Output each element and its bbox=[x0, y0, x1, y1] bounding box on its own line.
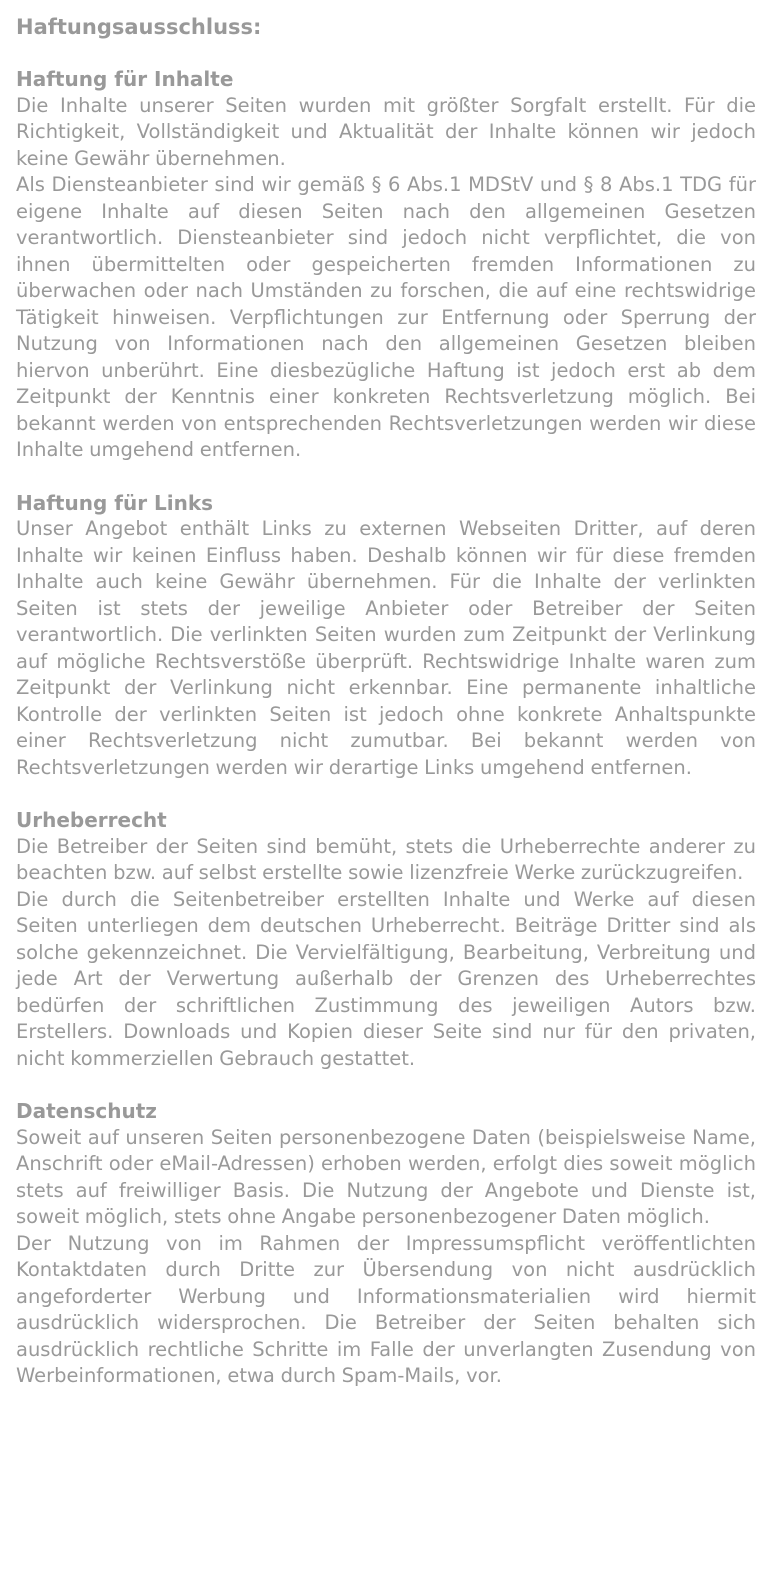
paragraph: Die Betreiber der Seiten sind bemüht, stets die Urheberrechte anderer zu beachten bzw. auf selbst erstellte sowie lizenzfreie Werke zurückzugreifen. bbox=[16, 834, 756, 884]
section-heading: Datenschutz bbox=[16, 1099, 157, 1123]
section-haftung-inhalte bbox=[16, 66, 756, 464]
section-heading: Urheberrecht bbox=[16, 808, 167, 832]
paragraph: Der Nutzung von im Rahmen der Impressumspflicht veröffentlichten Kontaktdaten durch Dritte zur Übersendung von nicht ausdrücklich angeforderter Werbung und Informationsmaterialien wird hiermit ausdrücklich widersprochen. Die Betreiber der Seiten behalten sich ausdrücklich rechtliche Schritte im Falle der unverlangten Zusendung von Werbeinformationen, etwa durch Spam-Mails, vor. bbox=[16, 1231, 756, 1387]
page-title: Haftungsausschluss: bbox=[16, 15, 262, 39]
paragraph: Soweit auf unseren Seiten personenbezogene Daten (beispielsweise Name, Anschrift oder eMail-Adressen) erhoben werden, erfolgt dies soweit möglich stets auf freiwilliger Basis. Die Nutzung der Angebote und Dienste ist, soweit möglich, stets ohne Angabe personenbezogener Daten möglich. bbox=[16, 1125, 756, 1228]
section-heading: Haftung für Inhalte bbox=[16, 67, 234, 91]
section-datenschutz bbox=[16, 1098, 756, 1390]
paragraph: Die durch die Seitenbetreiber erstellten Inhalte und Werke auf diesen Seiten unterliegen dem deutschen Urheberrecht. Beiträge Dritter sind als solche gekennzeichnet. Die Vervielfältigung, Bearbeitung, Verbreitung und jede Art der Verwertung außerhalb der Grenzen des Urheberrechtes bedürfen der schriftlichen Zustimmung des jeweiligen Autors bzw. Erstellers. Downloads und Kopien dieser Seite sind nur für den privaten, nicht kommerziellen Gebrauch gestattet. bbox=[16, 887, 756, 1070]
section-urheberrecht bbox=[16, 807, 756, 1072]
section-heading: Haftung für Links bbox=[16, 490, 214, 515]
section-haftung-links bbox=[16, 490, 756, 782]
paragraph: Unser Angebot enthält Links zu externen Webseiten Dritter, auf deren Inhalte wir keinen Einfluss haben. Deshalb können wir für diese fremden Inhalte auch keine Gewähr übernehmen. Für die Inhalte der verlinkten Seiten ist stets der jeweilige Anbieter oder Betreiber der Seiten verantwortlich. Die verlinkten Seiten wurden zum Zeitpunkt der Verlinkung auf mögliche Rechtsverstöße überprüft. Rechtswidrige Inhalte waren zum Zeitpunkt der Verlinkung nicht erkennbar. Eine permanente inhaltliche Kontrolle der verlinkten Seiten ist jedoch ohne konkrete Anhaltspunkte einer Rechtsverletzung nicht zumutbar. Bei bekannt werden von Rechtsverletzungen werden wir derartige Links umgehend entfernen. bbox=[16, 517, 756, 779]
paragraph: Die Inhalte unserer Seiten wurden mit größter Sorgfalt erstellt. Für die Richtigkeit, Vollständigkeit und Aktualität der Inhalte können wir jedoch keine Gewähr übernehmen. bbox=[16, 93, 756, 170]
paragraph: Als Diensteanbieter sind wir gemäß § 6 Abs.1 MDStV und § 8 Abs.1 TDG für eigene Inhalte auf diesen Seiten nach den allgemeinen Gesetzen verantwortlich. Diensteanbieter sind jedoch nicht verpflichtet, die von ihnen übermittelten oder gespeicherten fremden Informationen zu überwachen oder nach Umständen zu forschen, die auf eine rechtswidrige Tätigkeit hinweisen. Verpflichtungen zur Entfernung oder Sperrung der Nutzung von Informationen nach den allgemeinen Gesetzen bleiben hiervon unberührt. Eine diesbezügliche Haftung ist jedoch erst ab dem Zeitpunkt der Kenntnis einer konkreten Rechtsverletzung möglich. Bei bekannt werden von entsprechenden Rechtsverletzungen werden wir diese Inhalte umgehend entfernen. bbox=[16, 173, 756, 461]
